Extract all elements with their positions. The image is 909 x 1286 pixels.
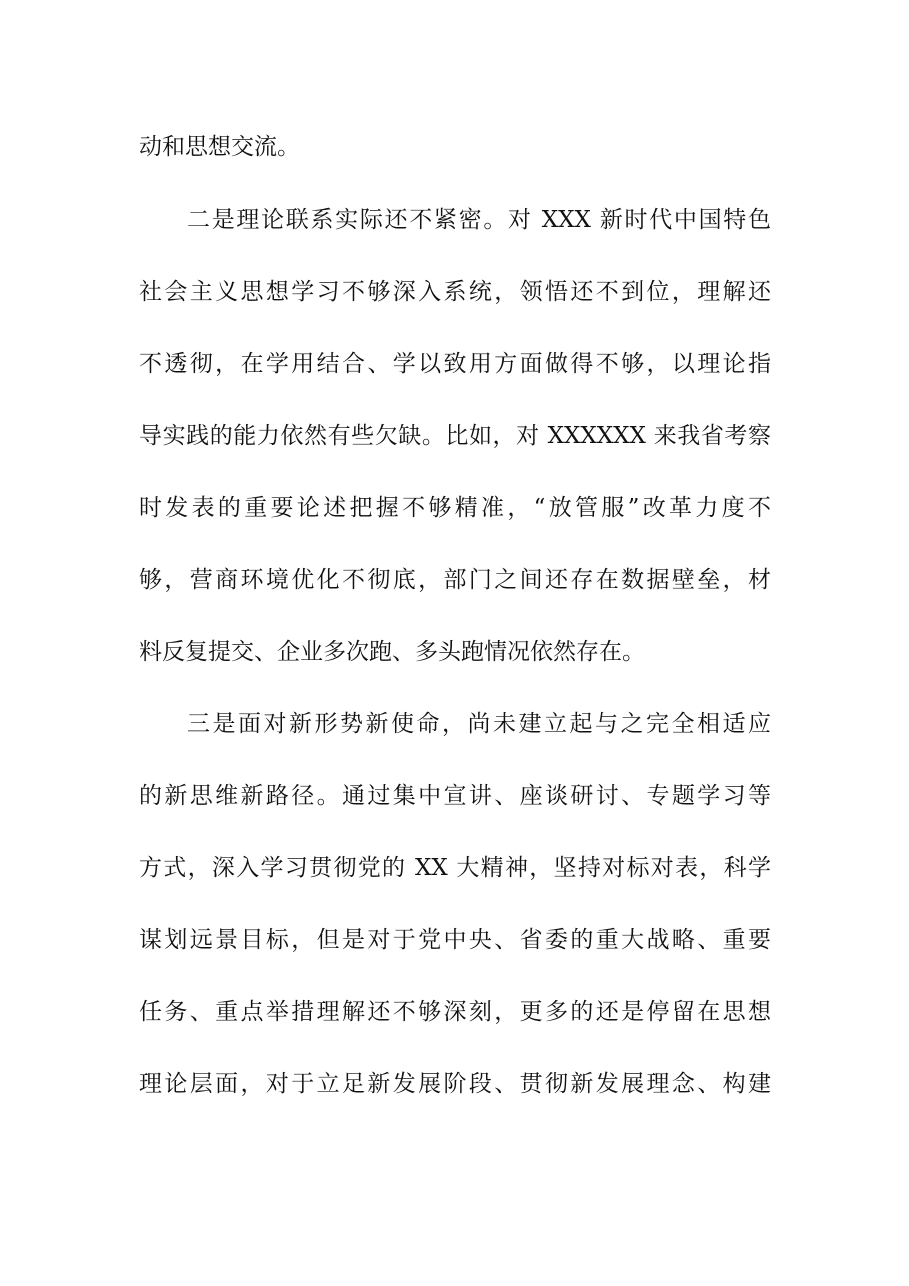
paragraph-3-line-5: 任务、重点举措理解还不够深刻，更多的还是停留在思想	[139, 999, 771, 1025]
paragraph-3-line-2: 的新思维新路径。通过集中宣讲、座谈研讨、专题学习等	[139, 783, 771, 809]
paragraph-2-line-3: 不透彻，在学用结合、学以致用方面做得不够，以理论指	[139, 351, 771, 377]
paragraph-2-line-5: 时发表的重要论述把握不够精准，“放管服”改革力度不	[139, 495, 771, 521]
paragraph-2-line-7: 料反复提交、企业多次跑、多头跑情况依然存在。	[139, 639, 645, 665]
paragraph-2-line-4: 导实践的能力依然有些欠缺。比如，对 XXXXXX 来我省考察	[139, 423, 771, 449]
paragraph-2-line-6: 够，营商环境优化不彻底，部门之间还存在数据壁垒，材	[139, 567, 771, 593]
paragraph-3-line-3: 方式，深入学习贯彻党的 XX 大精神，坚持对标对表，科学	[139, 855, 771, 881]
paragraph-3-line-4: 谋划远景目标，但是对于党中央、省委的重大战略、重要	[139, 927, 771, 953]
paragraph-2-line-1: 二是理论联系实际还不紧密。对 XXX 新时代中国特色	[187, 207, 771, 233]
paragraph-1-line-1: 动和思想交流。	[139, 134, 300, 160]
paragraph-2-line-2: 社会主义思想学习不够深入系统，领悟还不到位，理解还	[139, 279, 771, 305]
paragraph-3-line-6: 理论层面，对于立足新发展阶段、贯彻新发展理念、构建	[139, 1071, 771, 1097]
paragraph-3-line-1: 三是面对新形势新使命，尚未建立起与之完全相适应	[187, 711, 771, 737]
